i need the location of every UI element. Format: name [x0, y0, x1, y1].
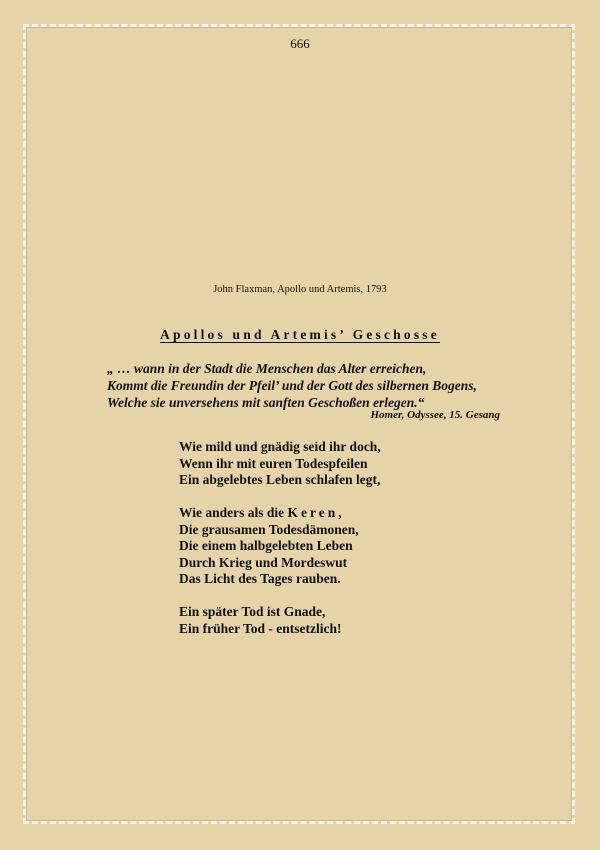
stanza-3	[179, 604, 381, 637]
page-border-inner	[26, 27, 572, 821]
poem-line-suffix: ,	[338, 505, 342, 520]
poem-body	[179, 439, 381, 654]
poem-line: Ein früher Tod - entsetzlich!	[179, 620, 342, 636]
stanza-1	[179, 439, 381, 489]
poem-line: Die einem halbgelebten Leben	[179, 538, 353, 553]
poem-line: Wenn ihr mit euren Todespfeilen	[179, 455, 368, 471]
image-caption: John Flaxman, Apollo und Artemis, 1793	[213, 284, 387, 295]
poem-line: Die grausamen Todesdämonen,	[179, 521, 359, 537]
keren-word: Keren	[287, 505, 339, 520]
poem-title: Apollos und Artemis’ Geschosse	[160, 327, 440, 342]
poem-line: Wie mild und gnädig seid ihr doch,	[179, 439, 381, 454]
poem-line-prefix: Wie anders als die	[179, 505, 288, 520]
epigraph-source: Homer, Odyssee, 15. Gesang	[370, 409, 500, 421]
poem-line	[179, 505, 381, 522]
epigraph-line: Kommt die Freundin der Pfeil’ und der Gott des silbernen Bogens,	[107, 378, 477, 393]
epigraph-line: „ … wann in der Stadt die Menschen das Alter erreichen,	[107, 361, 427, 376]
poem-line: Durch Krieg und Mordeswut	[179, 554, 348, 570]
poem-line: Ein abgelebtes Leben schlafen legt,	[179, 472, 381, 487]
page-number: 666	[290, 36, 310, 51]
stanza-2	[179, 505, 381, 588]
poem-line: Das Licht des Tages rauben.	[179, 571, 341, 586]
epigraph	[107, 360, 507, 411]
poem-line: Ein später Tod ist Gnade,	[179, 604, 326, 619]
epigraph-line: Welche sie unversehens mit sanften Geschoßen erlegen.“	[107, 395, 425, 410]
